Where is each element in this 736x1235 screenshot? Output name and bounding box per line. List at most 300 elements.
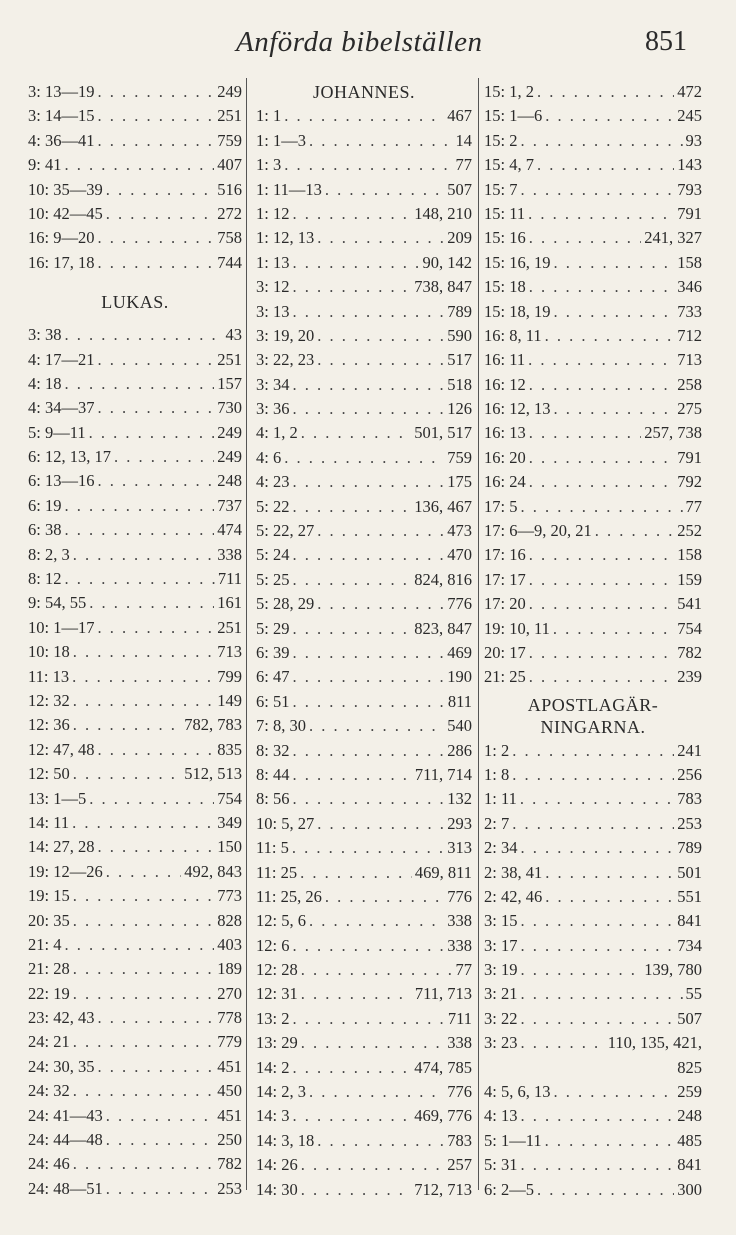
johannes-cont-entries <box>484 80 702 690</box>
verse-reference: 3: 13—19 <box>28 82 95 101</box>
index-column-3 <box>484 80 702 1202</box>
verse-reference: 15: 1, 2 <box>484 82 534 101</box>
verse-reference: 10: 42—45 <box>28 203 103 223</box>
page-reference: 150 <box>217 837 242 857</box>
page-reference: 157 <box>217 373 242 393</box>
index-entry <box>28 909 242 933</box>
page-reference: 828 <box>217 910 242 930</box>
index-entry <box>484 251 702 275</box>
dot-leader <box>553 617 674 641</box>
index-entry <box>28 884 242 908</box>
verse-reference: 14: 30 <box>256 1179 298 1199</box>
index-entry <box>28 1128 242 1152</box>
verse-reference: 17: 17 <box>484 569 526 589</box>
dot-leader <box>317 812 444 836</box>
dot-leader <box>97 469 214 493</box>
verse-reference: 11: 25, 26 <box>256 886 322 906</box>
verse-reference: 4: 5, 6, 13 <box>484 1082 551 1102</box>
dot-leader <box>537 153 674 177</box>
verse-reference: 14: 26 <box>256 1155 298 1175</box>
dot-leader <box>292 739 444 763</box>
verse-reference: 13: 2 <box>256 1008 290 1028</box>
dot-leader <box>73 1079 215 1103</box>
verse-reference: 19: 12—26 <box>28 861 103 881</box>
index-entry <box>484 153 702 177</box>
verse-reference: 13: 1—5 <box>28 788 87 808</box>
index-entry <box>28 1030 242 1054</box>
index-entry <box>256 641 472 665</box>
page-reference: 286 <box>447 740 472 760</box>
verse-reference: 3: 19 <box>484 960 518 980</box>
dot-leader <box>97 835 214 859</box>
verse-reference: 21: 25 <box>484 667 526 687</box>
verse-reference: 8: 44 <box>256 764 290 784</box>
index-entry <box>256 982 472 1006</box>
index-entry <box>28 1079 242 1103</box>
page-reference: 754 <box>217 788 242 808</box>
index-entry <box>484 397 702 421</box>
index-entry <box>28 811 242 835</box>
verse-reference: 24: 21 <box>28 1032 70 1052</box>
index-entry <box>484 958 702 982</box>
page-reference: 776 <box>447 594 472 614</box>
mark-entries <box>28 80 242 275</box>
page-reference: 249 <box>217 447 242 467</box>
page-reference: 754 <box>677 618 702 638</box>
page-reference: 248 <box>677 1106 702 1126</box>
page-reference: 492, 843 <box>184 861 242 881</box>
verse-reference: 16: 8, 11 <box>484 325 542 345</box>
verse-reference: 24: 32 <box>28 1081 70 1101</box>
index-entry <box>484 665 702 689</box>
page-reference: 512, 513 <box>184 764 242 784</box>
dot-leader <box>529 373 675 397</box>
dot-leader <box>537 80 674 104</box>
dot-leader <box>300 861 412 885</box>
dot-leader <box>317 592 444 616</box>
page-reference: 251 <box>217 617 242 637</box>
index-entry <box>484 1104 702 1128</box>
verse-reference: 11: 13 <box>28 666 70 686</box>
verse-reference: 17: 5 <box>484 496 518 516</box>
page-reference: 779 <box>217 1032 242 1052</box>
index-entry <box>256 178 472 202</box>
page-reference: 789 <box>447 301 472 321</box>
verse-reference: 6: 2—5 <box>484 1179 534 1199</box>
page-reference: 744 <box>217 252 242 272</box>
dot-leader <box>292 470 444 494</box>
page-reference: 733 <box>677 301 702 321</box>
page-reference: 791 <box>677 203 702 223</box>
index-entry <box>256 397 472 421</box>
index-entry <box>256 763 472 787</box>
index-entry <box>28 787 242 811</box>
dot-leader <box>292 397 444 421</box>
dot-leader <box>309 129 453 153</box>
verse-reference: 3: 15 <box>484 911 518 931</box>
dot-leader <box>529 592 675 616</box>
page-reference: 77 <box>685 496 702 516</box>
page-reference: 467 <box>447 106 472 126</box>
dot-leader <box>520 1153 674 1177</box>
page-reference: 507 <box>447 179 472 199</box>
verse-reference: 16: 9—20 <box>28 228 95 248</box>
index-entry <box>28 567 242 591</box>
dot-leader <box>529 421 642 445</box>
dot-leader <box>89 421 215 445</box>
index-entry <box>256 1178 472 1202</box>
dot-leader <box>529 543 675 567</box>
page-reference: 241, 327 <box>644 228 702 248</box>
dot-leader <box>73 982 215 1006</box>
index-entry <box>256 739 472 763</box>
dot-leader <box>545 885 674 909</box>
page-reference: 793 <box>677 179 702 199</box>
index-entry <box>256 934 472 958</box>
dot-leader <box>89 787 214 811</box>
page-reference: 711 <box>447 1008 472 1028</box>
index-entry <box>484 885 702 909</box>
dot-leader <box>284 446 444 470</box>
index-entry <box>28 713 242 737</box>
book-heading-johannes: JOHANNES. <box>312 82 415 102</box>
index-entry <box>28 129 242 153</box>
dot-leader <box>512 812 674 836</box>
index-entry <box>484 202 702 226</box>
page-reference: 517 <box>447 350 472 370</box>
dot-leader <box>317 324 444 348</box>
index-entry <box>256 568 472 592</box>
dot-leader <box>64 933 214 957</box>
page-reference: 501, 517 <box>414 423 472 443</box>
dot-leader <box>64 372 214 396</box>
dot-leader <box>106 1128 215 1152</box>
verse-reference: 24: 30, 35 <box>28 1056 95 1076</box>
index-entry <box>256 495 472 519</box>
verse-reference: 6: 39 <box>256 642 290 662</box>
dot-leader <box>64 518 214 542</box>
index-entry <box>28 860 242 884</box>
page-reference: 778 <box>217 1008 242 1028</box>
verse-reference: 16: 12 <box>484 374 526 394</box>
verse-reference: 3: 19, 20 <box>256 325 315 345</box>
index-entry <box>28 1006 242 1030</box>
dot-leader <box>553 1080 674 1104</box>
dot-leader <box>553 300 674 324</box>
dot-leader <box>545 324 675 348</box>
verse-reference: 16: 24 <box>484 472 526 492</box>
index-entry <box>484 836 702 860</box>
index-entry <box>28 957 242 981</box>
running-title: Anförda bibelställen <box>236 26 483 58</box>
dot-leader <box>114 445 214 469</box>
dot-leader <box>537 1178 674 1202</box>
index-entry <box>28 835 242 859</box>
dot-leader <box>64 567 214 591</box>
index-entry <box>28 543 242 567</box>
index-entry <box>484 80 702 104</box>
page-reference: 469 <box>447 642 472 662</box>
verse-reference: 3: 17 <box>484 935 518 955</box>
index-entry <box>484 1080 702 1104</box>
verse-reference: 1: 3 <box>256 155 282 175</box>
page-reference: 759 <box>217 130 242 150</box>
verse-reference: 3: 22 <box>484 1008 518 1028</box>
page-reference: 346 <box>677 277 702 297</box>
index-entry <box>256 300 472 324</box>
heading-line-1: APOSTLAGÄR- <box>527 694 659 715</box>
page-reference: 313 <box>447 838 472 858</box>
index-entry <box>256 665 472 689</box>
dot-leader <box>553 397 674 421</box>
verse-reference: 1: 12 <box>256 203 290 223</box>
page-reference: 451 <box>217 1056 242 1076</box>
index-entry <box>28 348 242 372</box>
verse-reference: 11: 5 <box>256 838 289 858</box>
dot-leader <box>292 690 444 714</box>
verse-reference: 6: 51 <box>256 691 290 711</box>
johannes-entries <box>256 104 472 1202</box>
column-rule-left <box>246 78 247 1190</box>
verse-reference: 2: 7 <box>484 813 510 833</box>
book-heading-lukas: LUKAS. <box>101 292 169 313</box>
index-entry <box>28 738 242 762</box>
verse-reference: 24: 41—43 <box>28 1105 103 1125</box>
verse-reference: 16: 20 <box>484 447 526 467</box>
verse-reference: 14: 2 <box>256 1057 290 1077</box>
dot-leader <box>545 1129 675 1153</box>
dot-leader <box>97 738 214 762</box>
verse-reference: 5: 24 <box>256 545 290 565</box>
verse-reference: 1: 11—13 <box>256 179 322 199</box>
index-entry <box>484 129 702 153</box>
index-entry <box>484 909 702 933</box>
verse-reference: 16: 11 <box>484 350 526 370</box>
page-reference: 248 <box>217 471 242 491</box>
verse-reference: 4: 13 <box>484 1106 518 1126</box>
dot-leader <box>520 787 674 811</box>
verse-reference: 2: 42, 46 <box>484 886 543 906</box>
index-entry <box>484 421 702 445</box>
page-reference: 136, 467 <box>414 496 472 516</box>
page-reference: 776 <box>447 1082 472 1102</box>
index-entry <box>256 1080 472 1104</box>
index-entry <box>28 178 242 202</box>
dot-leader <box>106 860 182 884</box>
verse-reference: 4: 34—37 <box>28 398 95 418</box>
index-entry <box>484 543 702 567</box>
verse-reference: 12: 36 <box>28 715 70 735</box>
index-entry <box>28 518 242 542</box>
verse-reference: 20: 17 <box>484 642 526 662</box>
dot-leader <box>520 129 682 153</box>
verse-reference: 12: 6 <box>256 935 290 955</box>
page-reference: 841 <box>677 911 702 931</box>
page-reference: 713 <box>217 642 242 662</box>
index-entry <box>484 300 702 324</box>
page-reference: 835 <box>217 739 242 759</box>
index-entry <box>484 373 702 397</box>
verse-reference: 1: 13 <box>256 252 290 272</box>
index-entry <box>256 812 472 836</box>
verse-reference: 13: 29 <box>256 1033 298 1053</box>
page-reference: 257 <box>447 1155 472 1175</box>
page-reference: 259 <box>677 1082 702 1102</box>
verse-reference: 23: 42, 43 <box>28 1008 95 1028</box>
verse-reference: 1: 11 <box>484 789 517 809</box>
dot-leader <box>529 568 675 592</box>
index-entry <box>28 226 242 250</box>
index-entry <box>256 251 472 275</box>
page-reference: 300 <box>677 1179 702 1199</box>
index-entry <box>256 421 472 445</box>
dot-leader <box>301 421 412 445</box>
dot-leader <box>64 153 214 177</box>
page-reference: 338 <box>447 935 472 955</box>
dot-leader <box>529 446 675 470</box>
verse-reference: 14: 3, 18 <box>256 1130 315 1150</box>
verse-reference: 4: 6 <box>256 447 282 467</box>
page-reference: 782 <box>677 642 702 662</box>
page-reference: 407 <box>217 155 242 175</box>
page-reference: 189 <box>217 959 242 979</box>
index-entry <box>256 202 472 226</box>
index-entry <box>28 1104 242 1128</box>
dot-leader <box>520 982 682 1006</box>
index-entry <box>28 469 242 493</box>
verse-reference: 5: 22, 27 <box>256 521 315 541</box>
verse-reference: 20: 35 <box>28 910 70 930</box>
dot-leader <box>325 178 444 202</box>
acts-entries <box>484 739 702 1056</box>
page-reference: 143 <box>677 155 702 175</box>
page-reference: 551 <box>677 886 702 906</box>
dot-leader <box>97 1006 214 1030</box>
verse-reference: 10: 35—39 <box>28 179 103 199</box>
verse-reference: 24: 44—48 <box>28 1130 103 1150</box>
dot-leader <box>106 202 215 226</box>
verse-reference: 8: 12 <box>28 569 62 589</box>
page-reference: 293 <box>447 813 472 833</box>
page-reference: 161 <box>217 593 242 613</box>
page-reference: 253 <box>677 813 702 833</box>
dot-leader <box>301 982 412 1006</box>
dot-leader <box>292 300 444 324</box>
verse-reference: 3: 36 <box>256 399 290 419</box>
index-entry <box>484 617 702 641</box>
index-entry <box>256 1129 472 1153</box>
dot-leader <box>317 519 444 543</box>
index-entry <box>256 909 472 933</box>
verse-reference: 1: 12, 13 <box>256 228 315 248</box>
verse-reference: 15: 16, 19 <box>484 252 551 272</box>
dot-leader <box>73 884 215 908</box>
verse-reference: 17: 6—9, 20, 21 <box>484 521 592 541</box>
dot-leader <box>529 665 675 689</box>
index-entry <box>28 372 242 396</box>
verse-reference: 16: 17, 18 <box>28 252 95 272</box>
index-entry <box>28 421 242 445</box>
page-reference: 77 <box>455 960 472 980</box>
verse-reference: 10: 5, 27 <box>256 813 315 833</box>
dot-leader <box>529 226 642 250</box>
dot-leader <box>97 616 214 640</box>
verse-reference: 24: 46 <box>28 1154 70 1174</box>
verse-reference: 14: 27, 28 <box>28 837 95 857</box>
page-reference: 14 <box>455 130 472 150</box>
page-reference: 175 <box>447 472 472 492</box>
page-reference: 738, 847 <box>414 277 472 297</box>
dot-leader <box>292 275 411 299</box>
dot-leader <box>89 591 214 615</box>
verse-reference: 6: 47 <box>256 667 290 687</box>
verse-reference: 24: 48—51 <box>28 1178 103 1198</box>
index-entry <box>484 104 702 128</box>
verse-reference: 8: 32 <box>256 740 290 760</box>
page-reference: 149 <box>217 690 242 710</box>
dot-leader <box>73 1030 215 1054</box>
verse-reference: 5: 22 <box>256 496 290 516</box>
page-reference: 209 <box>447 228 472 248</box>
verse-reference: 5: 1—11 <box>484 1130 542 1150</box>
verse-reference: 4: 1, 2 <box>256 423 298 443</box>
page-reference: 737 <box>217 495 242 515</box>
verse-reference: 14: 2, 3 <box>256 1082 306 1102</box>
index-entry <box>484 178 702 202</box>
dot-leader <box>529 470 675 494</box>
index-entry <box>256 153 472 177</box>
page-reference: 776 <box>447 886 472 906</box>
dot-leader <box>292 543 444 567</box>
page-reference: 93 <box>685 130 702 150</box>
dot-leader <box>520 836 674 860</box>
dot-leader <box>520 1031 604 1055</box>
page-reference: 241 <box>677 740 702 760</box>
dot-leader <box>97 396 214 420</box>
dot-leader <box>309 1080 444 1104</box>
lukas-entries <box>28 323 242 1201</box>
dot-leader <box>292 495 411 519</box>
verse-reference: 2: 34 <box>484 838 518 858</box>
dot-leader <box>317 226 444 250</box>
index-entry <box>256 348 472 372</box>
index-entry <box>484 739 702 763</box>
dot-leader <box>292 665 444 689</box>
page-reference: 158 <box>677 545 702 565</box>
page-reference: 252 <box>677 521 702 541</box>
dot-leader <box>317 1129 444 1153</box>
dot-leader <box>528 202 674 226</box>
verse-reference: 17: 20 <box>484 594 526 614</box>
dot-leader <box>73 640 215 664</box>
verse-reference: 5: 31 <box>484 1155 518 1175</box>
page-reference: 783 <box>447 1130 472 1150</box>
dot-leader <box>292 1056 411 1080</box>
index-entry <box>484 861 702 885</box>
page-reference: 349 <box>217 812 242 832</box>
index-entry <box>256 592 472 616</box>
index-entry <box>256 275 472 299</box>
index-entry <box>484 1031 702 1055</box>
page-reference: 251 <box>217 106 242 126</box>
index-entry <box>28 202 242 226</box>
verse-reference: 9: 41 <box>28 155 62 175</box>
dot-leader <box>284 153 452 177</box>
index-entry <box>256 861 472 885</box>
page-reference: 841 <box>677 1155 702 1175</box>
verse-reference: 8: 56 <box>256 789 290 809</box>
dot-leader <box>73 762 182 786</box>
